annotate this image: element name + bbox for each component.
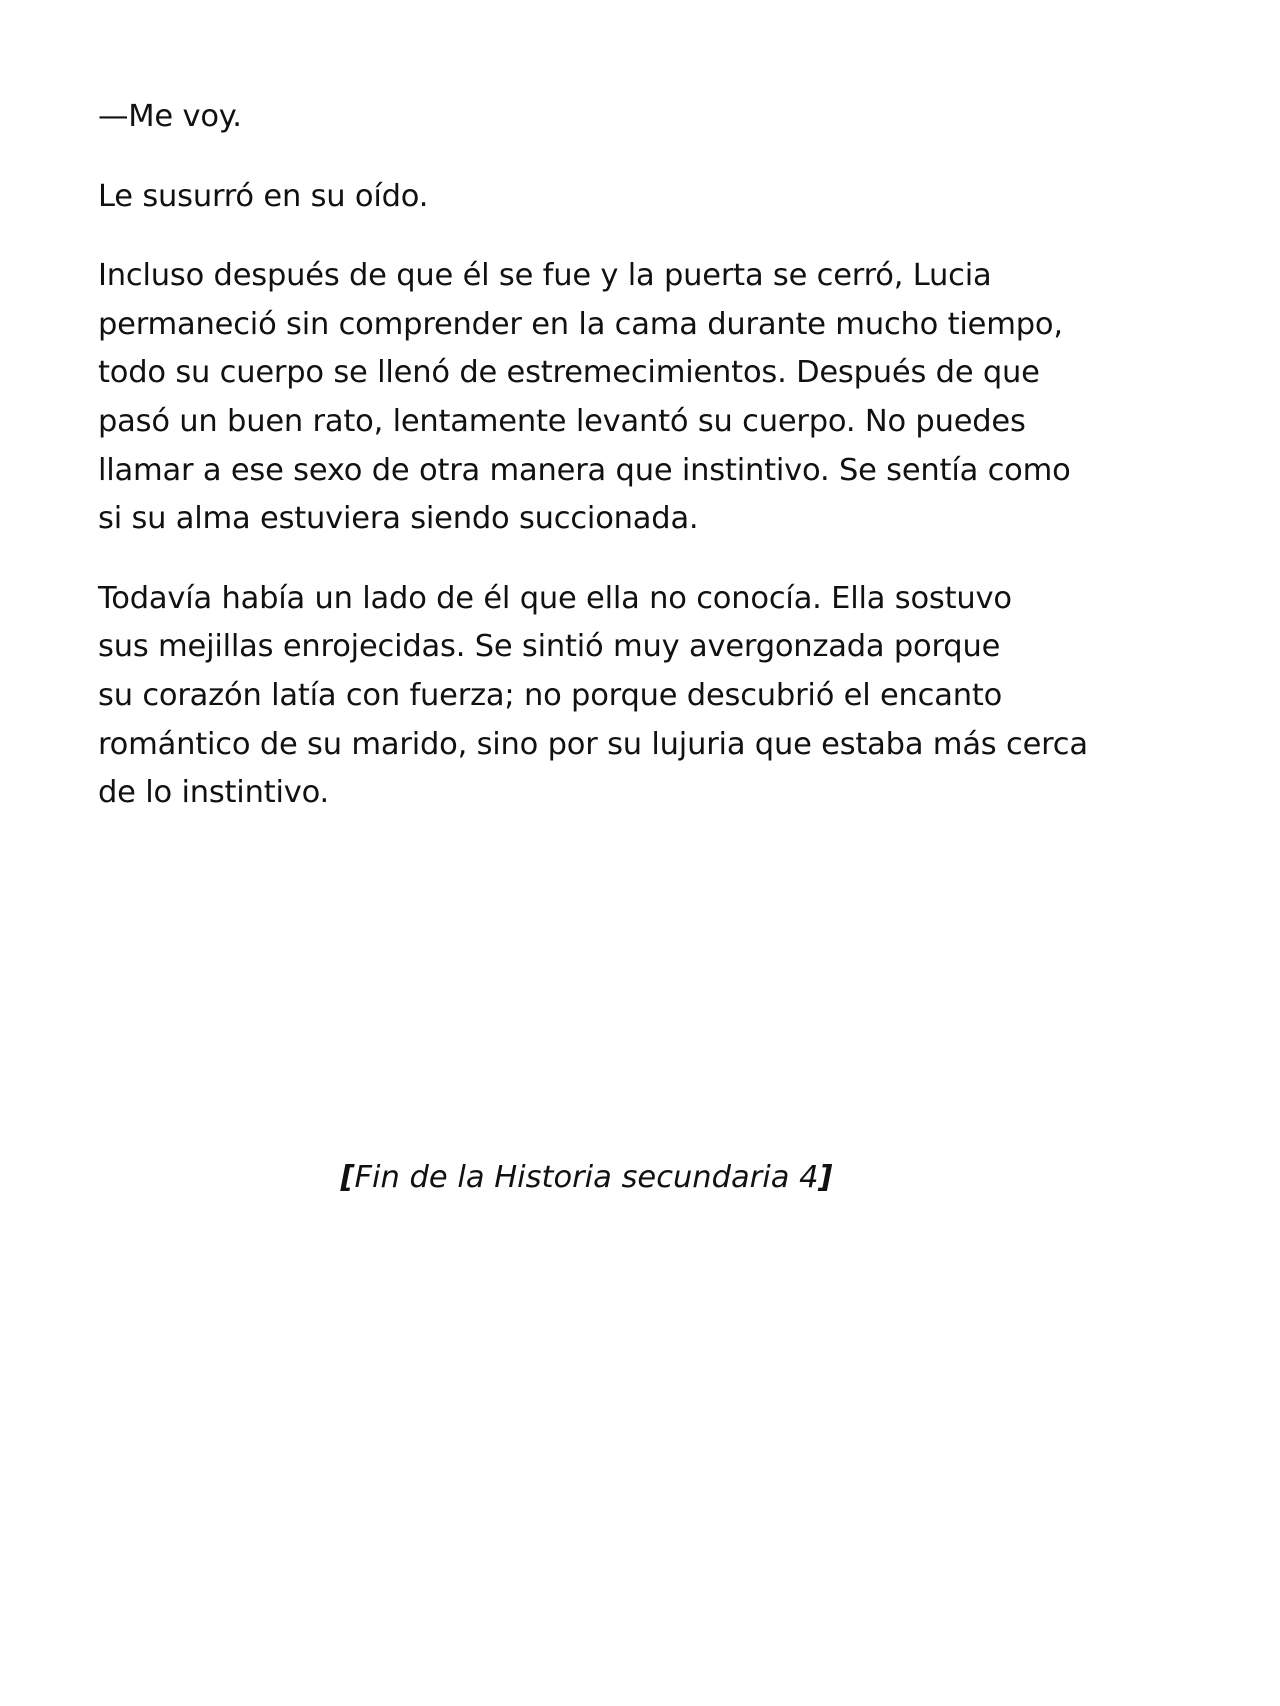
paragraph-dialogue: [98, 93, 1098, 142]
text-line: de lo instintivo.: [98, 775, 330, 811]
text-line: romántico de su marido, sino por su lujuria que estaba más cerca: [98, 726, 1088, 762]
paragraph-whisper: [98, 173, 1098, 222]
text-line: sus mejillas enrojecidas. Se sintió muy avergonzada porque: [98, 629, 1001, 665]
text-line: Le susurró en su oído.: [98, 178, 429, 214]
paragraph-lucia: [98, 252, 1098, 544]
end-of-chapter-note: [0, 1154, 1173, 1202]
open-bracket: [: [340, 1160, 355, 1195]
text-line: pasó un buen rato, lentamente levantó su cuerpo. No puedes: [98, 403, 1026, 439]
text-line: si su alma estuviera siendo succionada.: [98, 501, 699, 537]
text-line: permaneció sin comprender en la cama durante mucho tiempo,: [98, 306, 1063, 342]
story-text: [98, 93, 1098, 849]
text-line: llamar a ese sexo de otra manera que instintivo. Se sentía como: [98, 452, 1071, 488]
end-note-text: Fin de la Historia secundaria 4: [354, 1160, 819, 1195]
text-line: Incluso después de que él se fue y la puerta se cerró, Lucia: [98, 258, 992, 294]
paragraph-blush: [98, 575, 1098, 818]
text-line: todo su cuerpo se llenó de estremecimientos. Después de que: [98, 355, 1040, 391]
close-bracket: ]: [818, 1160, 833, 1195]
text-line: —Me voy.: [98, 99, 242, 134]
text-line: su corazón latía con fuerza; no porque descubrió el encanto: [98, 677, 1003, 713]
text-line: Todavía había un lado de él que ella no conocía. Ella sostuvo: [98, 580, 1012, 616]
